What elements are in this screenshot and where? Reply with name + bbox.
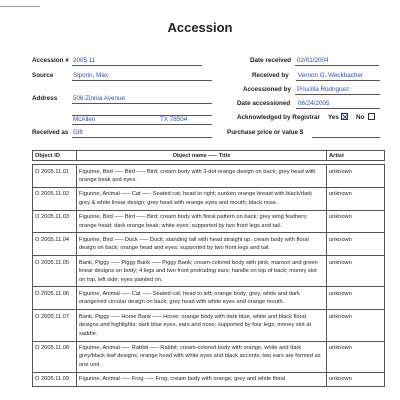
artist-cell: unknown [327,310,385,341]
accession-value: 2005.11 [73,57,96,64]
object-id-cell: O 2005.11.04 [33,233,77,256]
table-row [33,341,385,372]
table-row [33,287,385,310]
accessioned-by-label: Accessioned by [243,86,291,93]
purchase-price-label: Purchase price or value $ [227,129,304,136]
source-label: Source [32,72,54,79]
artist-cell: unknown [327,187,385,210]
accessioned-by-line [295,94,380,95]
table-row [33,372,385,386]
date-received-line [295,65,379,66]
received-by-label: Received by [252,72,289,79]
address-line1-value: 506 Zinnia Avenue [73,95,126,102]
city-value: McAllen [73,116,96,123]
accessioned-by-value: Priscilla Rodriguez [297,86,350,93]
table-row [33,256,385,287]
source-line [72,80,212,81]
yes-checkbox[interactable] [341,113,348,120]
object-id-cell: O 2005.11.01 [33,165,77,188]
objects-table [32,150,385,387]
table-row [33,165,385,188]
object-desc-cell: Figurine, Bird —– Bird —– Bird; cream body with floral pattern on back; grey wing feathers; orange head; dark orange beak; white eyes; supported by two front legs and tail. [77,210,327,233]
object-id-cell: O 2005.11.02 [33,187,77,210]
artist-cell: unknown [327,233,385,256]
purchase-price-line [312,137,380,138]
no-checkbox[interactable] [368,113,375,120]
date-received-label: Date received [250,57,291,64]
object-id-cell: O 2005.11.08 [33,341,77,372]
table-row [33,233,385,256]
object-desc-cell: Figurine, Animal —– Cat —– Seated cat; head to left; orange body; grey, white and dark orange/red circular design on back; grey head with white eyes and orange mouth. [77,287,327,310]
object-id-cell: O 2005.11.06 [33,287,77,310]
object-id-cell: O 2005.11.07 [33,310,77,341]
object-id-cell: O 2005.11.05 [33,256,77,287]
table-row [33,210,385,233]
artist-cell: unknown [327,341,385,372]
address-line3-line [72,124,212,125]
ack-registrar-label: Acknowledged by Registrar [237,114,320,121]
artist-cell: unknown [327,210,385,233]
object-desc-cell: Figurine, Animal —– Frog —– Frog; cream body with orange, grey and white floral [77,372,327,386]
date-accessioned-label: Date accessioned [237,100,291,107]
state-zip-value: TX 78504 [160,116,188,123]
check-mark-icon [342,114,348,120]
source-value: Siporin, Max [73,72,108,79]
table-row [33,187,385,210]
received-by-line [296,80,380,81]
object-desc-cell: Bank, Piggy —– Horse Bank —– Horse; orange body with dark blue, white and black floral designs and highlights; dark blue eyes, ears and nose; supported by four legs; money slot at saddle. [77,310,327,341]
header-object-id: Object ID [33,151,77,161]
address-label: Address [32,95,58,102]
artist-cell: unknown [327,372,385,386]
page-title: Accession [167,20,233,35]
object-desc-cell: Figurine, Bird —– Duck —– Duck; standing tall with head straight up; cream body with floral design on back; orange head and eyes; supported by two front legs and tail. [77,233,327,256]
object-desc-cell: Figurine, Animal —– Cat —– Seated cat; head to right; sunken orange breast with black/dark grey & white linear design; grey head with orange eyes and mouth; black nose. [77,187,327,210]
artist-cell: unknown [327,165,385,188]
object-id-cell: O 2005.11.09 [33,372,77,386]
header-object-name-title: Object name —– Title [77,151,327,161]
no-label: No [356,114,365,121]
object-desc-cell: Figurine, Animal —– Rabbit —– Rabbit; cream-colored body with orange, white and dark grey/black leaf designs; orange head with white eyes and black accents; two ears are formed as one unit. [77,341,327,372]
table-row [33,310,385,341]
received-as-label: Received as [32,129,69,136]
address-line1-line [72,103,212,104]
date-received-value: 02/01/2004 [297,57,329,64]
accession-line [72,65,202,66]
object-id-cell: O 2005.11.03 [33,210,77,233]
top-rule [0,6,40,7]
artist-cell: unknown [327,287,385,310]
header-artist: Artist [327,151,385,161]
object-desc-cell: Bank, Piggy —– Piggy Bank —– Piggy Bank; cream-colored body with pink, maroon and green linear designs on body; 4 legs and two front protruding ears; handle on top of back; money slot on top, left side; eyes painted on. [77,256,327,287]
received-as-line [72,137,212,138]
yes-label: Yes [328,114,339,121]
date-accessioned-line [296,108,380,109]
date-accessioned-value: 06/24/2005 [298,100,330,107]
received-by-value: Vernon G. Weckbacher [298,72,363,79]
object-desc-cell: Figurine, Bird —– Bird —– Bird; cream body with 3-dot orange design on back; grey head with orange beak and eyes. [77,165,327,188]
artist-cell: unknown [327,256,385,287]
table-header-row [33,151,385,161]
accession-label: Accession # [32,57,69,64]
received-as-value: Gift [73,129,83,136]
